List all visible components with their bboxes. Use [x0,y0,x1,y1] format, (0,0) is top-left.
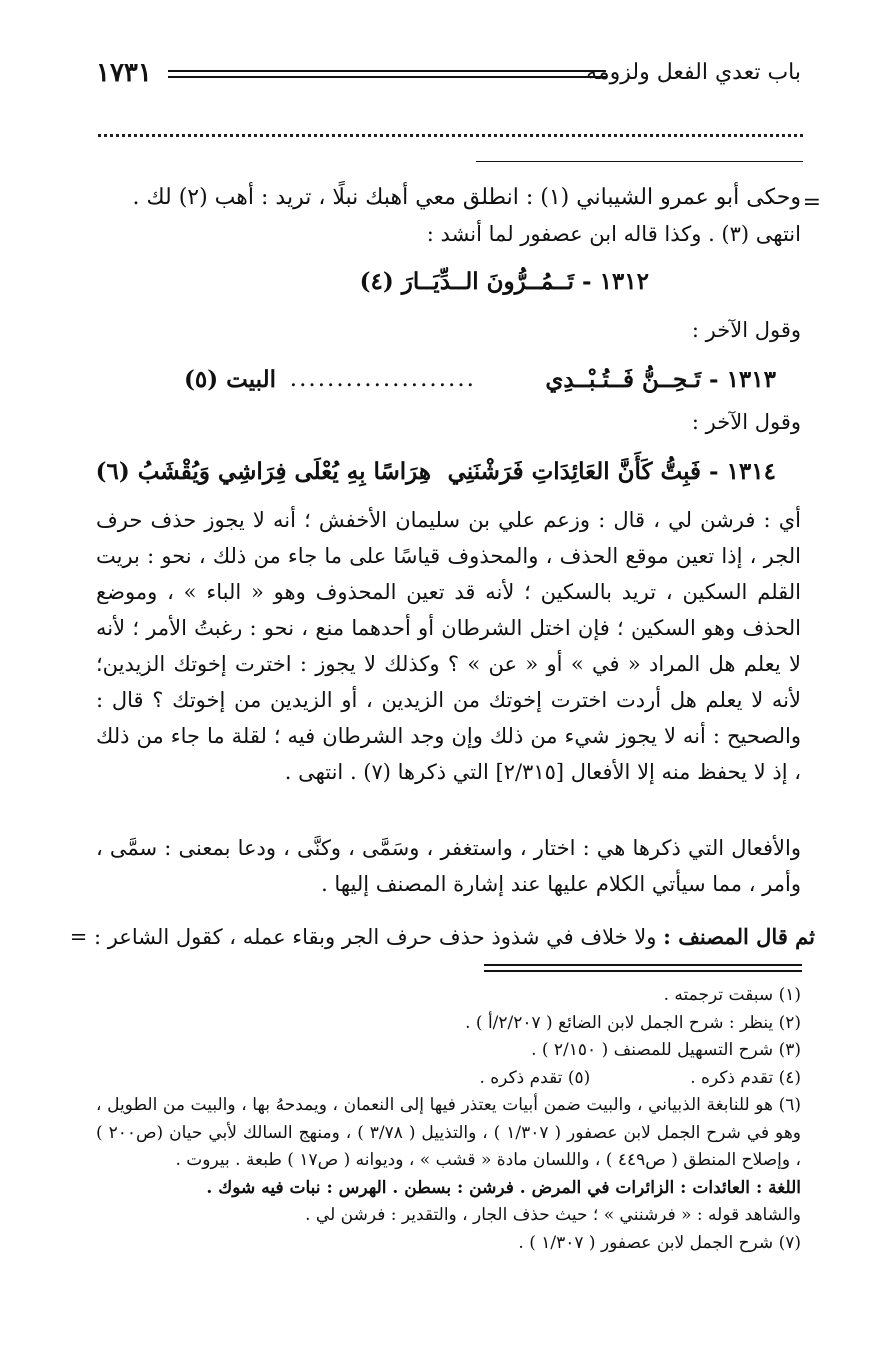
third-paragraph-lead: ثم قال المصنف : [663,924,815,949]
verse-1313-text: ١٣١٣ - تَـحِــنُّ فَــتُـبْــدِي [545,366,776,393]
say-other-2: وقول الآخر : [691,410,801,434]
second-paragraph [96,830,801,902]
footnote-7: (٧) شرح الجمل لابن عصفور ( ١/٣٠٧ ) . [518,1232,801,1253]
main-paragraph [96,502,801,790]
verse-1313-tail: البيت (٥) [183,366,276,393]
header-rule-bottom [168,76,606,78]
footnotes [96,982,801,1257]
footnote-rule-bottom [484,970,802,972]
continuation-mark: = [802,190,821,215]
section-rule [476,161,803,162]
footnote-6-evidence: والشاهد قوله : « فرشنني » ؛ حيث حذف الجار ، والتقدير : فرشن لي . [305,1205,801,1225]
third-paragraph [70,924,815,949]
chapter-title: باب تعدي الفعل ولزومه [586,60,801,85]
verse-1314-first-half: ١٣١٤ - فَبِتُّ كَأَنَّ العَائِدَاتِ فَرَشْنَنِي [447,458,776,485]
intro-line-2: انتهى (٣) . وكذا قاله ابن عصفور لما أنشد : [426,222,801,246]
second-paragraph-text: والأفعال التي ذكرها هي : اختار ، واستغفر ، وسَمَّى ، وكنَّى ، ودعا بمعنى : سمَّى ، وأمر ، مما سيأتي الكلام عليها عند إشارة المصنف إليها . [96,836,801,896]
verse-1312: ١٣١٢ - تَــمُــرُّونَ الــدِّيَــارَ (٤) [359,268,649,295]
intro-line-1: وحكى أبو عمرو الشيباني (١) : انطلق معي أهبك نبلًا ، تريد : أهب (٢) لك . [132,185,801,210]
verse-1313-ellipsis: .................... [289,366,476,392]
third-paragraph-rest: ولا خلاف في شذوذ حذف حرف الجر وبقاء عمله ، كقول الشاعر : = [69,925,657,949]
verse-1314-second-half: هِرَاسًا بِهِ يُعْلَى فِرَاشِي وَيُقْشَبُ (٦) [95,458,431,485]
header-rule-top [168,70,606,72]
footnote-rule-top [484,964,802,966]
footnote-4: (٤) تقدم ذكره . [690,1067,801,1088]
intro-paragraph [96,180,801,252]
footnote-1: (١) سبقت ترجمته . [663,985,801,1005]
main-paragraph-text: أي : فرشن لي ، قال : وزعم علي بن سليمان الأخفش ؛ أنه لا يجوز حذف حرف الجر ، إذا تعين موقع الحذف ، والمحذوف قياسًا على ما جاء من ذلك ، نحو : بريت القلم السكين ، تريد بالسكين ؛ لأنه قد تعين المحذوف وهو « الباء » ، وموضع الحذف وهو السكين ؛ فإن اختل الشرطان أو أحدهما منع ، نحو : رغبتُ الأمر ؛ لأنه لا يعلم هل المراد « في » أو « عن » ؟ وكذلك لا يجوز : اخترت إخوتك الزيدين؛ لأنه لا يعلم هل أردت اخترت إخوتك من الزيدين ، أو الزيدين من إخوتك ؟ قال : والصحيح : أنه لا يجوز شيء من ذلك وإن وجد الشرطان فيه ؛ لقلة ما جاء من ذلك ، إذ لا يحفظ منه إلا الأفعال [٢/٣١٥] التي ذكرها (٧) . انتهى . [96,508,801,784]
footnote-5: (٥) تقدم ذكره . [479,1067,591,1088]
footnote-6: (٦) هو للنابغة الذبياني ، والبيت ضمن أبيات يعتذر فيها إلى النعمان ، ويمدحهُ بها ، والبيت من الطويل ، وهو في شرح الجمل لابن عصفور ( ١/٣٠٧ ) ، والتذييل ( ٣/٧٨ ) ، ومنهج السالك لأبي حيان (ص٢٠٠ ) ، وإصلاح المنطق ( ص٤٤٩ ) ، واللسان مادة « قشب » ، وديوانه ( ص١٧ ) طبعة . بيروت . [96,1095,802,1170]
footnote-6-lexicon: اللغة : العائدات : الزائرات في المرض . فرشن : بسطن . الهرس : نبات فيه شوك . [206,1177,801,1198]
footnote-2: (٢) ينظر : شرح الجمل لابن الضائع ( ٢/٢٠٧/أ ) . [465,1012,801,1033]
footnote-3: (٣) شرح التسهيل للمصنف ( ٢/١٥٠ ) . [531,1040,801,1060]
footnotes-4-5 [96,1065,801,1093]
page-number: ١٧٣١ [96,58,152,88]
say-other-1: وقول الآخر : [691,318,801,342]
dotted-separator [98,134,803,141]
